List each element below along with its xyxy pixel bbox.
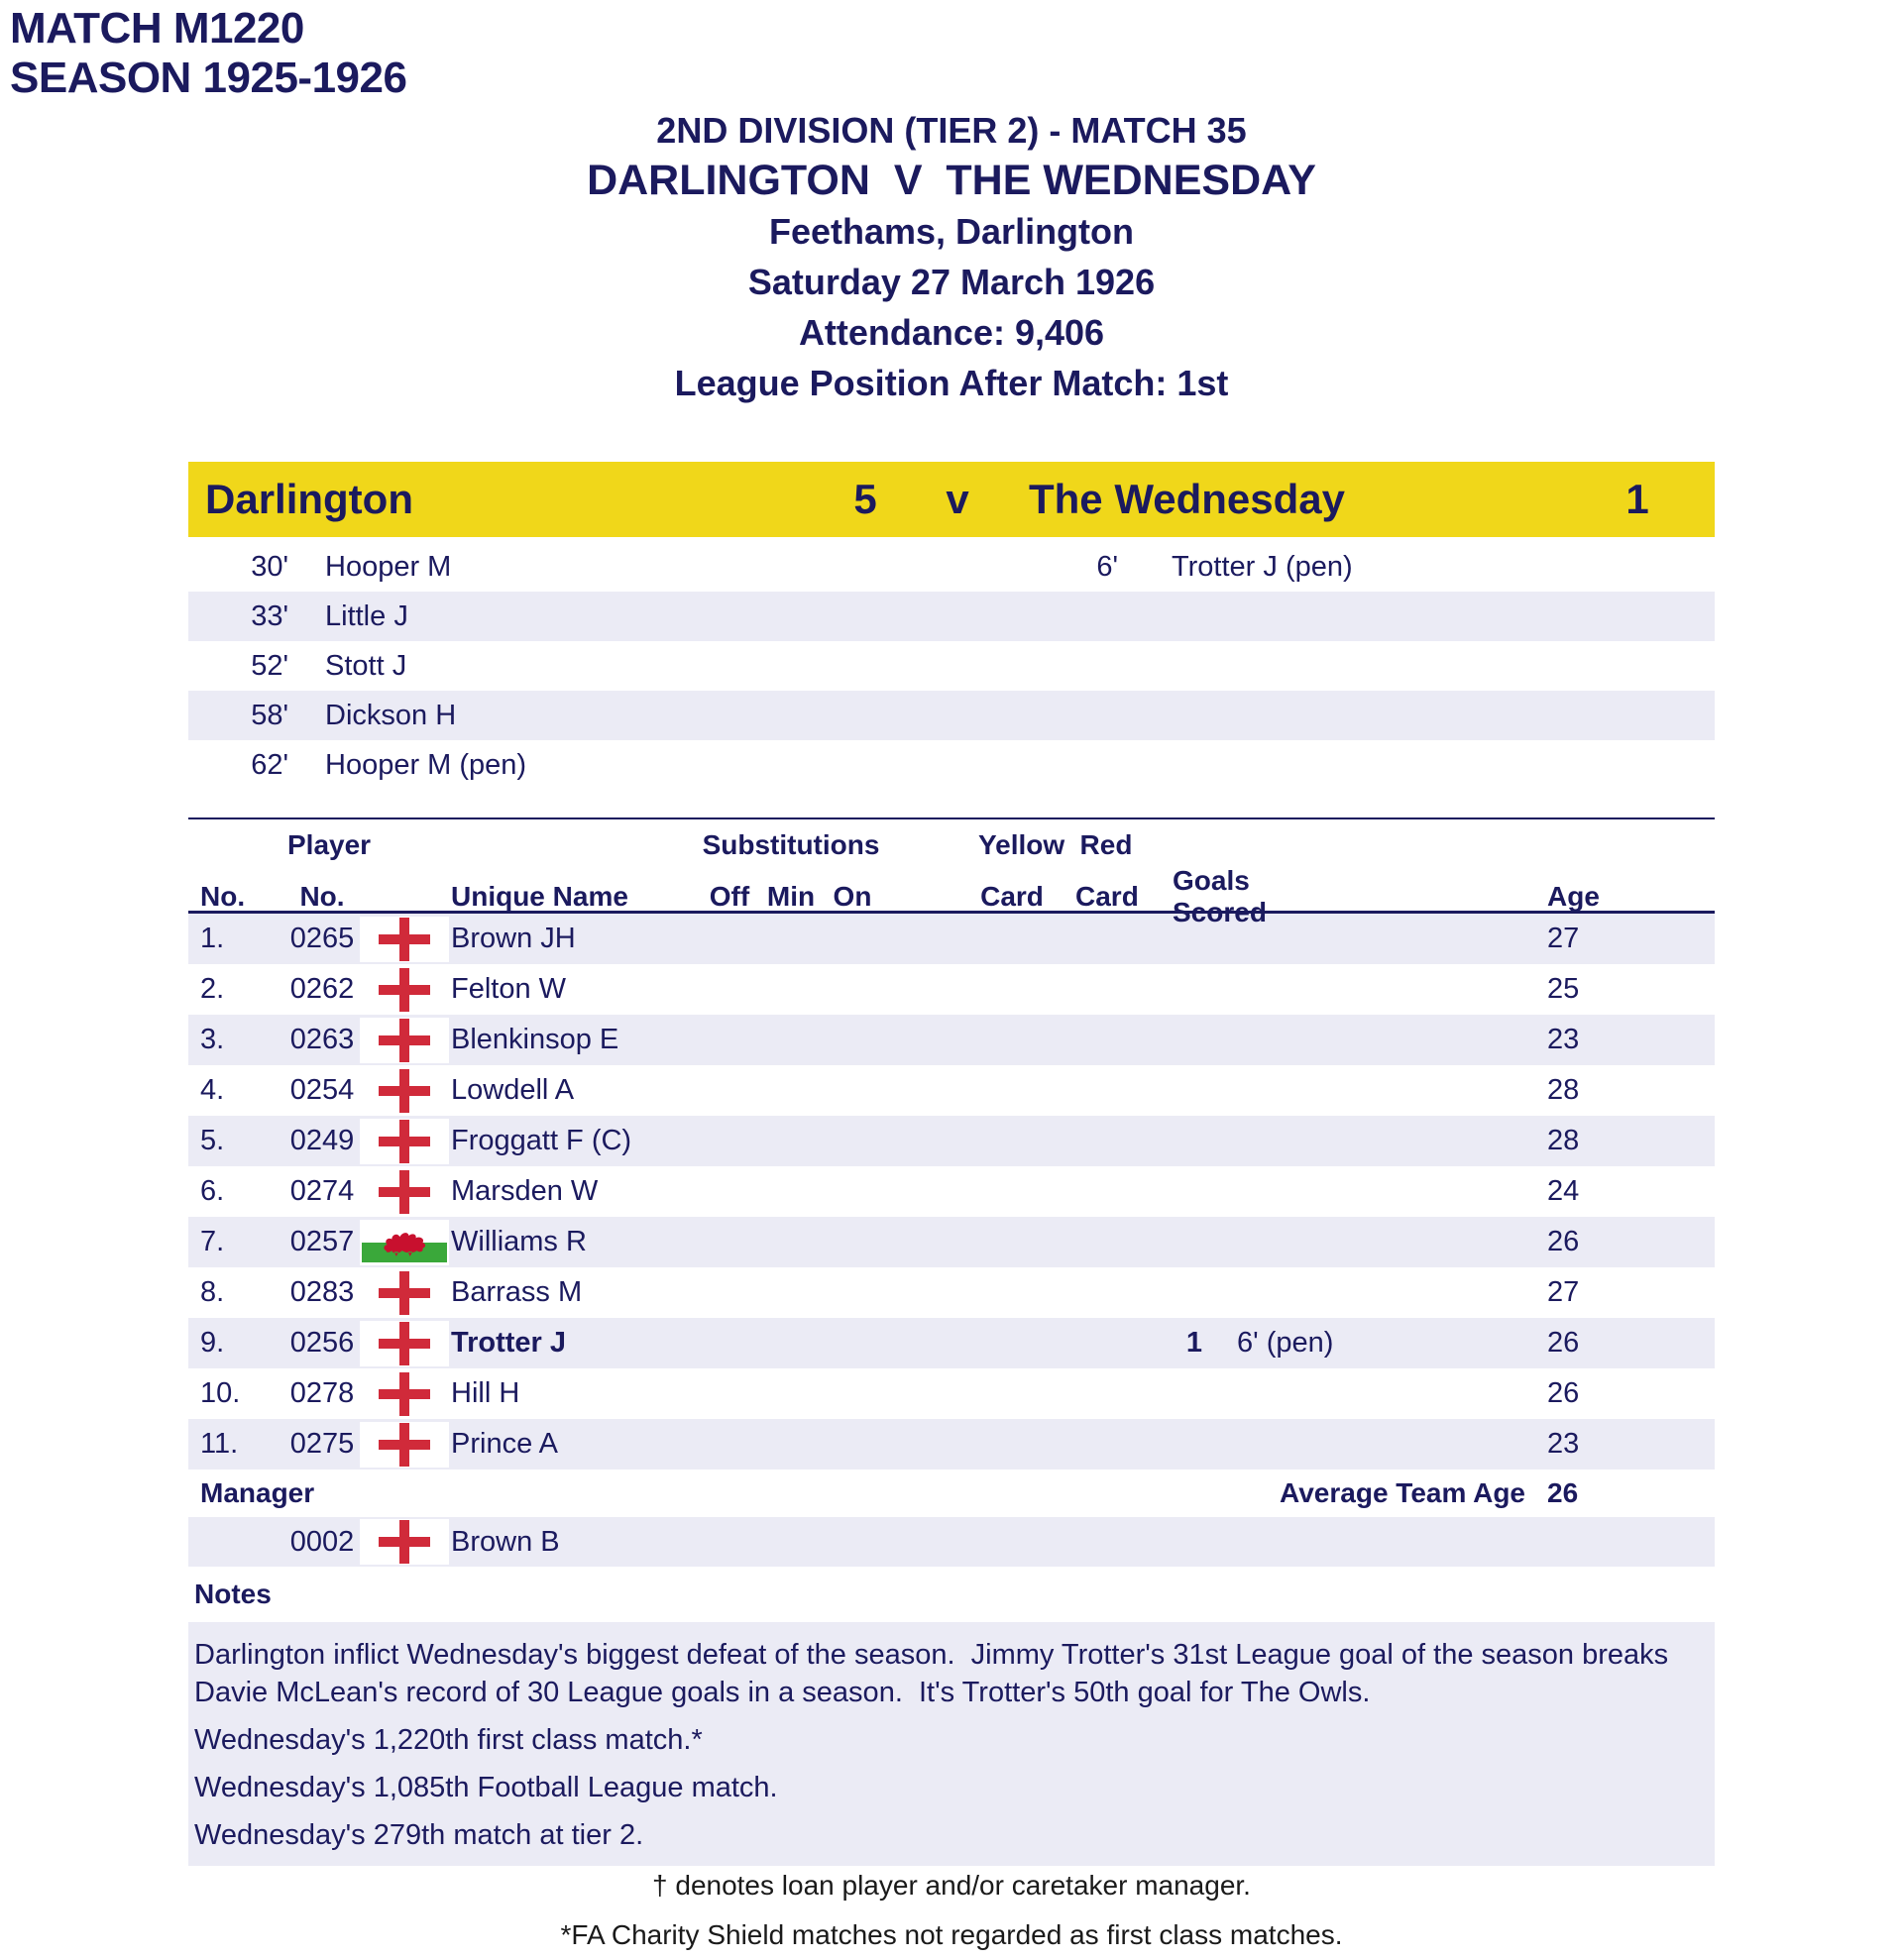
player-no: 0275: [289, 1428, 355, 1460]
home-goal-minute: 62': [251, 748, 288, 781]
goal-row: [188, 691, 1715, 740]
home-goal-scorer: Little J: [325, 599, 408, 632]
shirt-no: 1.: [200, 923, 225, 954]
note-paragraph: Wednesday's 279th match at tier 2.: [194, 1819, 644, 1851]
col-player-no-bottom: No.: [299, 881, 345, 912]
player-row: [188, 1166, 1715, 1217]
col-age: Age: [1547, 881, 1600, 912]
match-id-block: [10, 4, 406, 103]
shirt-no: 7.: [200, 1226, 225, 1257]
player-age: 28: [1547, 1125, 1580, 1156]
player-name: Williams R: [451, 1226, 587, 1257]
england-flag-icon: [379, 1423, 430, 1467]
fixture-title: DARLINGTON V THE WEDNESDAY: [587, 157, 1316, 204]
flag-patch: [360, 1119, 449, 1164]
nationality-cell: [357, 914, 451, 964]
home-goal-minute: 58': [251, 699, 288, 731]
match-report: [188, 462, 1715, 1866]
player-age: 26: [1547, 1377, 1580, 1409]
shirt-no: 5.: [200, 1125, 225, 1156]
away-score: 1: [1625, 476, 1649, 522]
venue: Feethams, Darlington: [768, 211, 1135, 252]
player-age: 27: [1547, 923, 1580, 954]
player-name: Marsden W: [451, 1175, 599, 1207]
flag-patch: [360, 1220, 449, 1265]
shirt-no: 11.: [200, 1428, 239, 1460]
flag-patch: [360, 1270, 449, 1316]
player-row: [188, 1267, 1715, 1318]
flag-patch: [360, 967, 449, 1013]
manager-row: [188, 1517, 1715, 1567]
league-position: League Position After Match: 1st: [674, 363, 1229, 403]
player-no: 0283: [289, 1276, 355, 1308]
player-name: Prince A: [451, 1428, 558, 1460]
flag-patch: [360, 1169, 449, 1215]
match-header: [0, 105, 1903, 408]
footnotes: [0, 1869, 1903, 1952]
col-yellow-top: Yellow: [978, 829, 1065, 860]
flag-patch: [360, 1371, 449, 1417]
player-no: 0274: [289, 1175, 355, 1207]
col-substitutions: Substitutions: [702, 829, 880, 860]
shirt-no: 10.: [200, 1377, 241, 1409]
home-team-name: Darlington: [205, 476, 413, 522]
player-age: 23: [1547, 1024, 1580, 1055]
player-age: 25: [1547, 973, 1580, 1005]
player-age: 24: [1547, 1175, 1580, 1207]
player-name: Hill H: [451, 1377, 520, 1409]
lineup-table: [188, 817, 1715, 1567]
col-red-card: Card: [1075, 881, 1139, 912]
header-row-top: [188, 825, 1715, 865]
goal-row: [188, 641, 1715, 691]
goal-row: [188, 542, 1715, 592]
nationality-cell: [357, 1318, 451, 1368]
player-no: 0256: [289, 1327, 355, 1359]
manager-meta-row: [188, 1470, 1715, 1517]
player-row: [188, 914, 1715, 964]
england-flag-icon: [379, 1120, 430, 1163]
home-goal-minute: 30': [251, 550, 288, 583]
away-goal-scorer: Trotter J (pen): [1172, 550, 1353, 583]
nationality-cell: [357, 1419, 451, 1470]
note-paragraph: Wednesday's 1,085th Football League match.: [194, 1772, 778, 1803]
player-row: [188, 1217, 1715, 1267]
home-goal-scorer: Hooper M: [325, 550, 452, 583]
goals-count: 1: [1185, 1327, 1202, 1359]
shirt-no: 8.: [200, 1276, 225, 1308]
player-row: [188, 1065, 1715, 1116]
home-goal-minute: 52': [251, 649, 288, 682]
nationality-cell: [357, 1116, 451, 1166]
nationality-cell: [357, 1015, 451, 1065]
player-age: 26: [1547, 1327, 1580, 1359]
player-name: Brown JH: [451, 923, 576, 954]
england-flag-icon: [379, 1372, 430, 1416]
average-team-age-value: 26: [1547, 1477, 1579, 1508]
competition: 2ND DIVISION (TIER 2) - MATCH 35: [656, 110, 1247, 151]
goals-detail: 6' (pen): [1237, 1327, 1334, 1359]
england-flag-icon: [379, 1271, 430, 1315]
player-row: [188, 964, 1715, 1015]
away-team-name: The Wednesday: [1029, 476, 1345, 522]
col-no: No.: [200, 881, 246, 912]
col-on: On: [833, 881, 872, 912]
england-flag-icon: [379, 1520, 430, 1564]
england-flag-icon: [379, 968, 430, 1012]
goal-row: [188, 592, 1715, 641]
attendance: Attendance: 9,406: [798, 312, 1105, 353]
player-name: Lowdell A: [451, 1074, 575, 1106]
england-flag-icon: [379, 918, 430, 961]
home-goal-scorer: Dickson H: [325, 699, 457, 731]
score-bar: [188, 462, 1715, 537]
col-yellow-card: Card: [980, 881, 1044, 912]
match-date: Saturday 27 March 1926: [747, 262, 1156, 302]
player-row: [188, 1318, 1715, 1368]
col-off: Off: [709, 881, 750, 912]
manager-name: Brown B: [451, 1525, 560, 1558]
wales-flag-icon: [362, 1223, 447, 1262]
flag-patch: [360, 1519, 449, 1565]
player-no: 0265: [289, 923, 355, 954]
player-name: Felton W: [451, 973, 567, 1005]
flag-patch: [360, 1321, 449, 1366]
player-no: 0262: [289, 973, 355, 1005]
loan-footnote: † denotes loan player and/or caretaker manager.: [652, 1870, 1251, 1901]
versus-label: v: [946, 476, 969, 522]
flag-patch: [360, 1068, 449, 1114]
player-row: [188, 1419, 1715, 1470]
shirt-no: 2.: [200, 973, 225, 1005]
england-flag-icon: [379, 1322, 430, 1365]
match-id: MATCH M1220: [10, 4, 304, 53]
goal-scorers: [188, 542, 1715, 790]
notes-label: Notes: [194, 1579, 272, 1609]
notes-box: [188, 1622, 1715, 1866]
player-name: Blenkinsop E: [451, 1024, 619, 1055]
player-row: [188, 1015, 1715, 1065]
nationality-cell: [357, 1368, 451, 1419]
charity-shield-footnote: *FA Charity Shield matches not regarded as first class matches.: [560, 1919, 1343, 1950]
note-paragraph: Darlington inflict Wednesday's biggest defeat of the season. Jimmy Trotter's 31st League goal of the season breaks Davie McLean's record of 30 League goals in a season. It's Trotter's 50th goal for The Owls.: [194, 1639, 1677, 1708]
home-score: 5: [853, 476, 877, 522]
manager-no: 0002: [289, 1525, 355, 1558]
player-name: Froggatt F (C): [451, 1125, 632, 1156]
nationality-cell: [357, 1217, 451, 1267]
england-flag-icon: [379, 1069, 430, 1113]
player-age: 23: [1547, 1428, 1580, 1460]
flag-patch: [360, 1422, 449, 1468]
player-row: [188, 1368, 1715, 1419]
nationality-cell: [357, 1517, 451, 1567]
home-goal-scorer: Hooper M (pen): [325, 748, 527, 781]
player-age: 28: [1547, 1074, 1580, 1106]
shirt-no: 6.: [200, 1175, 225, 1207]
nationality-cell: [357, 1267, 451, 1318]
col-min: Min: [766, 881, 816, 912]
away-goal-minute: 6': [1096, 550, 1118, 583]
flag-patch: [360, 917, 449, 962]
player-no: 0254: [289, 1074, 355, 1106]
note-paragraph: Wednesday's 1,220th first class match.*: [194, 1724, 703, 1756]
player-no: 0278: [289, 1377, 355, 1409]
shirt-no: 4.: [200, 1074, 225, 1106]
player-row: [188, 1116, 1715, 1166]
home-goal-minute: 33': [251, 599, 288, 632]
player-age: 26: [1547, 1226, 1580, 1257]
england-flag-icon: [379, 1019, 430, 1062]
col-red-top: Red: [1079, 829, 1133, 860]
england-flag-icon: [379, 1170, 430, 1214]
col-player-no-top: Player: [287, 829, 372, 860]
player-no: 0249: [289, 1125, 355, 1156]
manager-label: Manager: [200, 1477, 315, 1508]
col-goals-scored: Goals Scored: [1173, 865, 1267, 927]
col-unique-name: Unique Name: [451, 881, 628, 912]
player-name: Barrass M: [451, 1276, 583, 1308]
nationality-cell: [357, 1065, 451, 1116]
lineup-table-header: [188, 819, 1715, 927]
average-team-age-label: Average Team Age: [1280, 1477, 1525, 1508]
nationality-cell: [357, 1166, 451, 1217]
player-age: 27: [1547, 1276, 1580, 1308]
player-no: 0263: [289, 1024, 355, 1055]
season: SEASON 1925-1926: [10, 54, 407, 102]
flag-patch: [360, 1018, 449, 1063]
home-goal-scorer: Stott J: [325, 649, 407, 682]
player-no: 0257: [289, 1226, 355, 1257]
goal-row: [188, 740, 1715, 790]
header-row-bottom: [188, 865, 1715, 927]
player-name: Trotter J: [451, 1327, 567, 1359]
shirt-no: 9.: [200, 1327, 225, 1359]
nationality-cell: [357, 964, 451, 1015]
shirt-no: 3.: [200, 1024, 225, 1055]
